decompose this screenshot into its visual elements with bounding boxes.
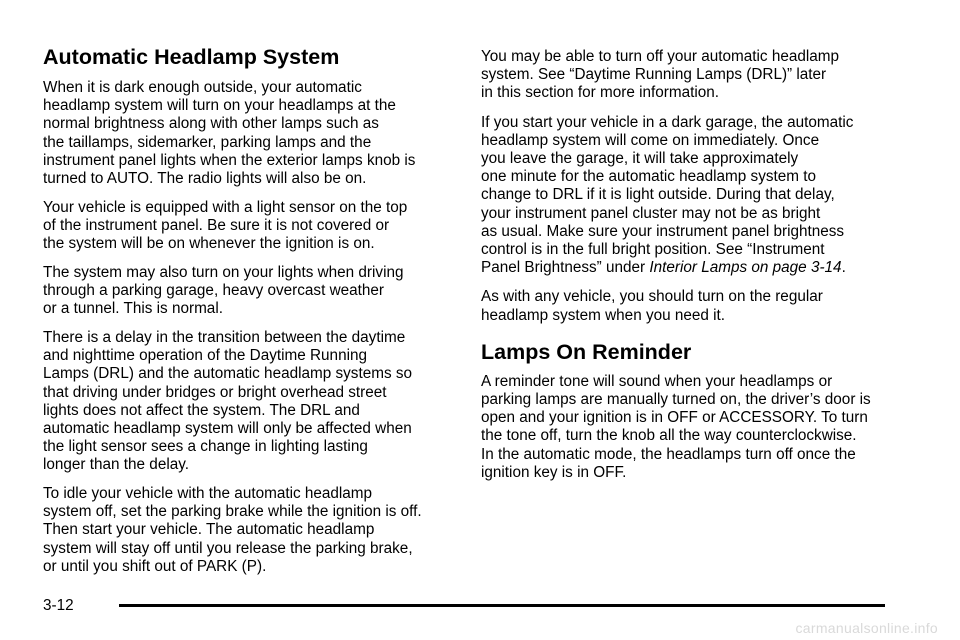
- paragraph-regular-headlamp: As with any vehicle, you should turn on the regular headlamp system when you need it.: [481, 288, 823, 324]
- paragraph-reminder-tone: A reminder tone will sound when your headlamps or parking lamps are manually turned on, the driver’s door is open and your ignition is in OFF or ACCESSORY. To turn the tone off, turn the knob all the way counterclockwise. In the automatic mode, the headlamps turn off once the ignition key is in OFF.: [481, 372, 871, 481]
- interior-lamps-reference: Interior Lamps on page 3-14: [649, 259, 842, 277]
- dark-garage-text: If you start your vehicle in a dark garage, the automatic headlamp system will come on immediately. Once you leave the garage, it will take approximately one minute for the automatic headlamp system to change to DRL if it is light outside. During that delay, your instrument panel cluster may not be as bright as usual. Make sure your instrument panel brightness control is in the full bright position. See “Instrument Panel Brightness” under: [481, 113, 854, 277]
- footer-rule: [119, 604, 885, 607]
- dark-garage-end: .: [841, 259, 846, 277]
- right-column: [481, 48, 895, 493]
- page-number: 3-12: [43, 597, 74, 614]
- paragraph-transition-delay: There is a delay in the transition between the daytime and nighttime operation of the Daytime Running Lamps (DRL) and the automatic headlamp systems so that driving under bridges or bright overhead street lights does not affect the system. The DRL and automatic headlamp system will only be affected when the light sensor sees a change in lighting lasting longer than the delay.: [43, 328, 412, 474]
- paragraph-light-sensor: Your vehicle is equipped with a light sensor on the top of the instrument panel. Be sure it is not covered or the system will be on whenever the ignition is on.: [43, 198, 408, 253]
- section-heading-lamps-on-reminder: Lamps On Reminder: [481, 339, 692, 364]
- section-heading-automatic-headlamp-system: Automatic Headlamp System: [43, 45, 340, 69]
- left-column: [43, 44, 457, 587]
- watermark: carmanualsonline.info: [795, 620, 938, 636]
- paragraph-turn-off-automatic: You may be able to turn off your automatic headlamp system. See “Daytime Running Lamps (DRL)” later in this section for more information.: [481, 48, 840, 102]
- paragraph-idle-vehicle: To idle your vehicle with the automatic headlamp system off, set the parking brake while the ignition is off. Then start your vehicle. The automatic headlamp system will stay off until you release the parking brake, or until you shift out of PARK (P).: [43, 485, 422, 575]
- paragraph-dark-garage: [481, 114, 895, 278]
- paragraph-parking-garage: The system may also turn on your lights when driving through a parking garage, heavy overcast weather or a tunnel. This is normal.: [43, 263, 404, 318]
- paragraph-automatic-headlamp-intro: When it is dark enough outside, your automatic headlamp system will turn on your headlamps at the normal brightness along with other lamps such as the taillamps, sidemarker, parking lamps and the instrument panel lights when the exterior lamps knob is turned to AUTO. The radio lights will also be on.: [43, 79, 416, 188]
